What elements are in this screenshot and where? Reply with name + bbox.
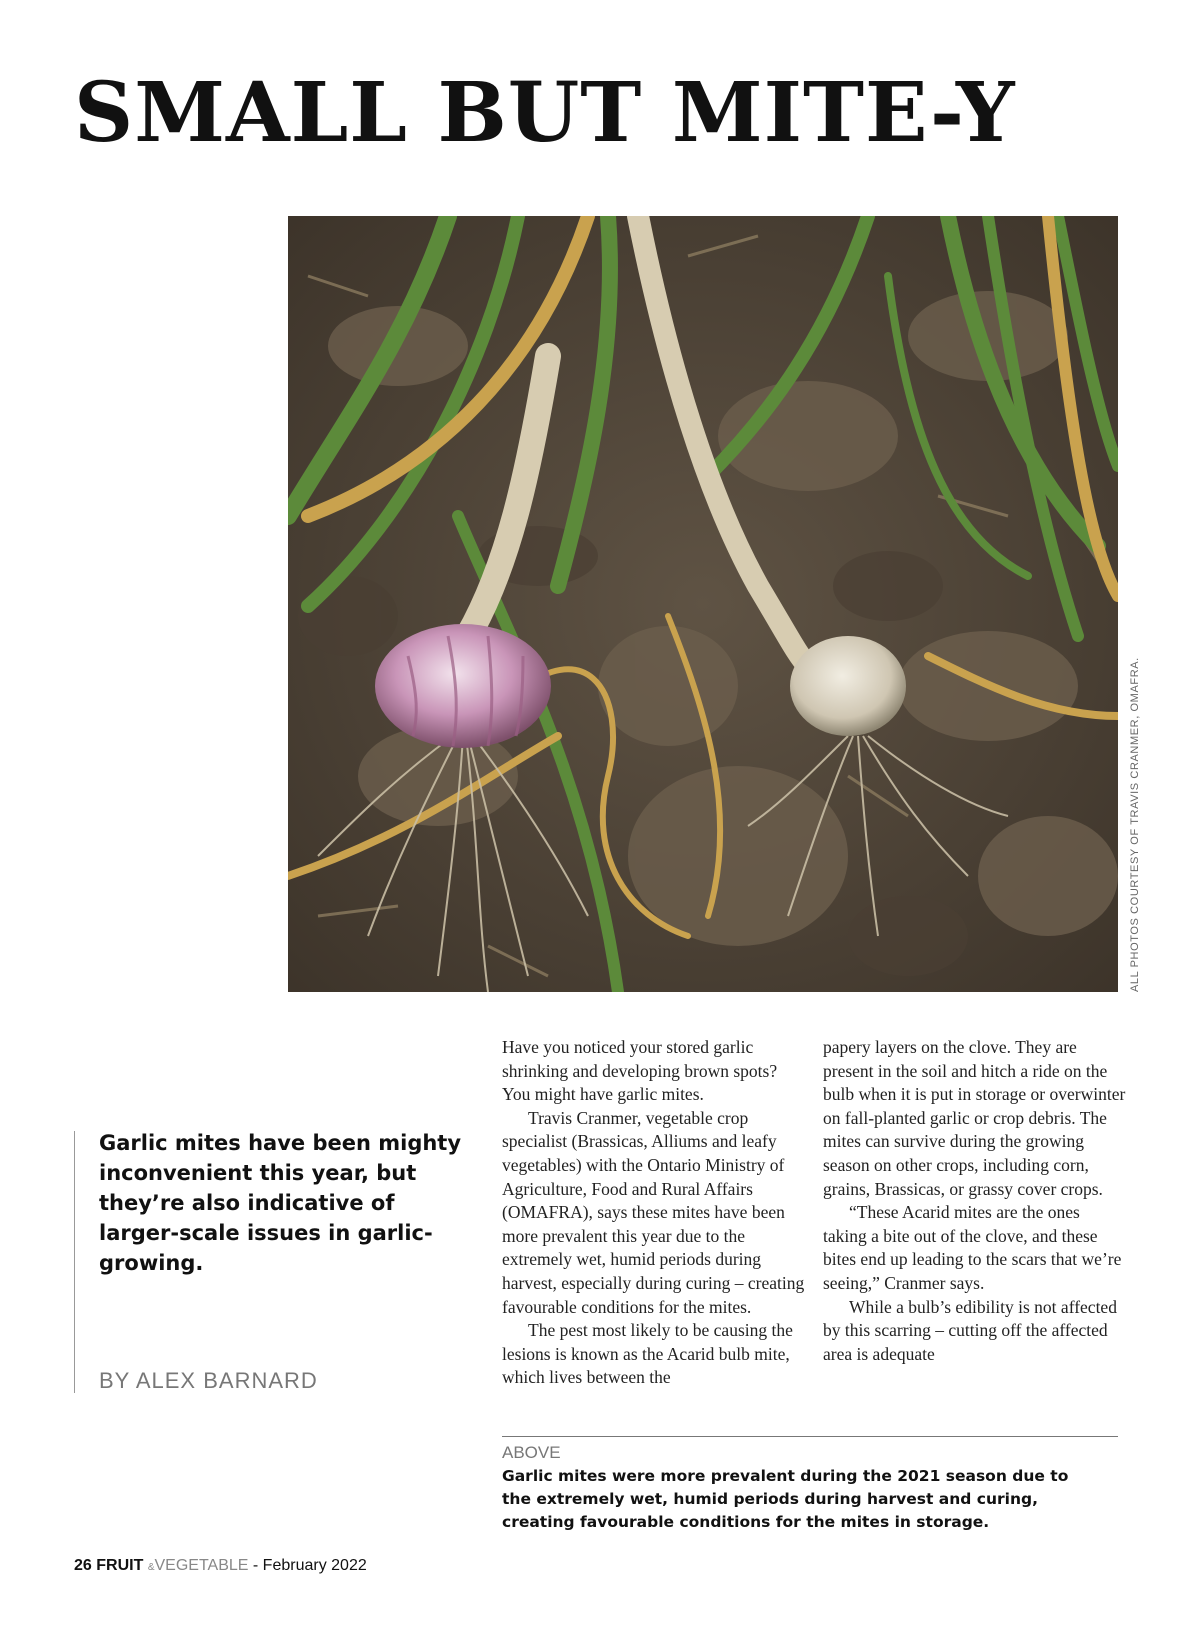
photo-caption: Garlic mites were more prevalent during the 2021 season due to the extremely wet, humid periods during harvest and curing, creating favourable conditions for the mites in storage. — [502, 1467, 1069, 1531]
footer-separator: - — [248, 1557, 263, 1574]
body-paragraph: Have you noticed your stored garlic shrinking and developing brown spots? You might have garlic mites. — [502, 1037, 778, 1105]
body-paragraph: papery layers on the clove. They are present in the soil and hitch a ride on the bulb when it is put in storage or overwinter on fall-planted garlic or crop debris. The mites can survive during the growing season on other crops, including corn, grains, Brassicas, or grassy cover crops. — [823, 1037, 1126, 1199]
issue-date: February 2022 — [262, 1557, 367, 1574]
brand-vegetable: VEGETABLE — [154, 1557, 249, 1574]
article-headline: SMALL BUT MITE-Y — [74, 65, 1016, 161]
page-footer — [74, 1557, 367, 1575]
body-paragraph: Travis Cranmer, vegetable crop specialist (Brassicas, Alliums and leafy vegetables) with the Ontario Ministry of Agriculture, Food and Rural Affairs (OMAFRA), says these mites have been more prevalent this year due to the extremely wet, humid periods during harvest, especially during curing – creating favourable conditions for the mites. — [502, 1107, 805, 1317]
deck-rule — [74, 1131, 75, 1393]
page-number: 26 — [74, 1557, 92, 1574]
body-column-1 — [502, 1036, 806, 1390]
body-paragraph: While a bulb’s edibility is not affected by this scarring – cutting off the affected area is adequate — [823, 1296, 1117, 1364]
garlic-photo — [288, 216, 1118, 992]
caption-label: ABOVE — [502, 1443, 561, 1462]
body-paragraph: “These Acarid mites are the ones taking a bite out of the clove, and these bites end up leading to the scars that we’re seeing,” Cranmer says. — [823, 1202, 1122, 1293]
byline: BY ALEX BARNARD — [99, 1368, 318, 1393]
body-column-2 — [823, 1036, 1127, 1366]
garlic-field-image — [288, 216, 1118, 992]
photo-credit: ALL PHOTOS COURTESY OF TRAVIS CRANMER, OMAFRA. — [1129, 657, 1141, 992]
brand-fruit: FRUIT — [96, 1557, 144, 1574]
caption-rule — [502, 1436, 1118, 1437]
brand-ampersand: & — [147, 1562, 155, 1573]
body-paragraph: The pest most likely to be causing the lesions is known as the Acarid bulb mite, which lives between the — [502, 1320, 793, 1388]
article-deck: Garlic mites have been mighty inconvenient this year, but they’re also indicative of larger-scale issues in garlic-growing. — [99, 1131, 462, 1275]
